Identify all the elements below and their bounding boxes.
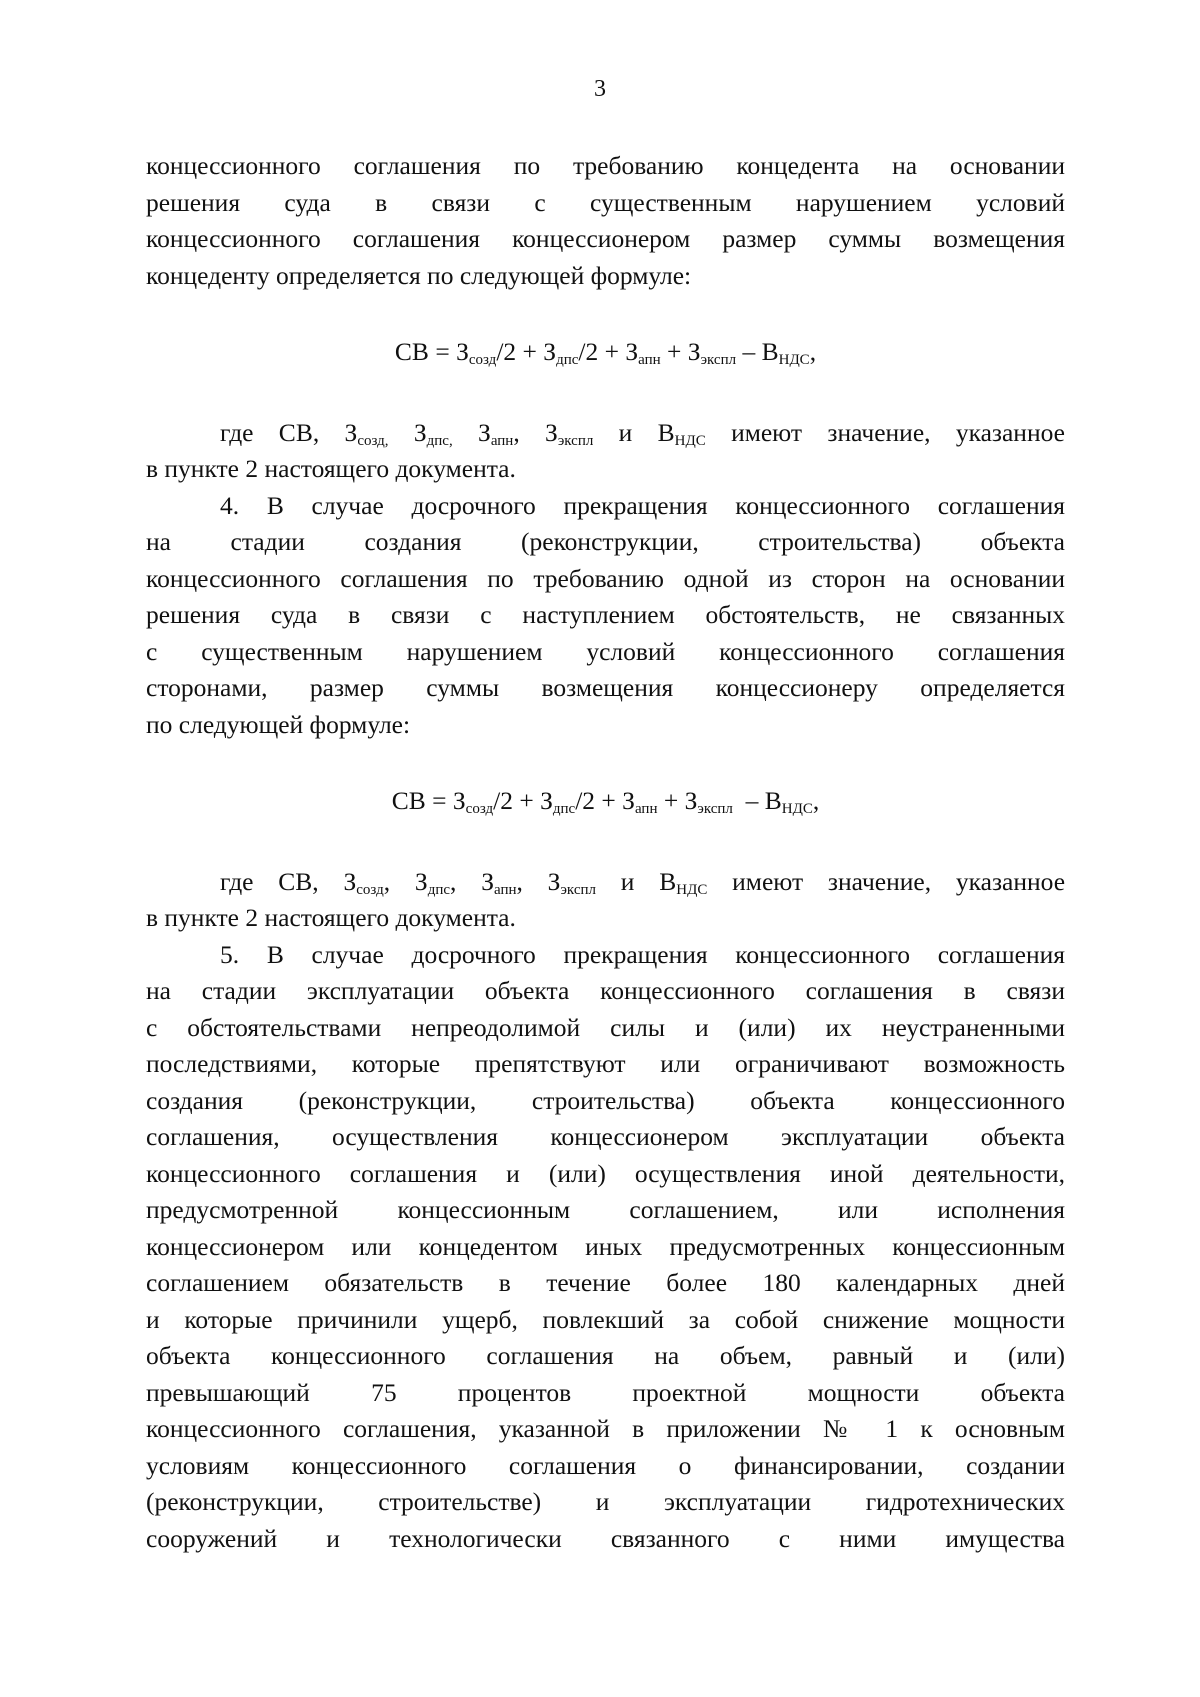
text-line: предусмотренной концессионным соглашением, или исполнения <box>146 1195 1065 1224</box>
text-line: соглашением обязательств в течение более 180 календарных дней <box>146 1268 1065 1297</box>
text-line: сооружений и технологически связанного с ними имущества <box>146 1523 1065 1553</box>
text-line: на стадии создания (реконструкции, строительства) объекта <box>146 527 1065 556</box>
text-line: в пункте 2 настоящего документа. <box>146 903 516 932</box>
text-line: решения суда в связи с наступлением обстоятельств, не связанных <box>146 600 1065 629</box>
text-line: концессионного соглашения концессионером размер суммы возмещения <box>146 224 1065 253</box>
text-line: где СВ, $З_{созд,}$ $З_{дпс,}$ $З_{апн}$, $З_{экспл}$ и $В_{НДС}$ имеют значение, указанное <box>220 417 1065 449</box>
text-line: соглашения, осуществления концессионером эксплуатации объекта <box>146 1122 1065 1151</box>
text-line: по следующей формуле: <box>146 709 411 739</box>
text-line: концессионного соглашения по требованию концедента на основании <box>146 151 1065 180</box>
text-line: последствиями, которые препятствуют или ограничивают возможность <box>146 1049 1065 1078</box>
text-line: сторонами, размер суммы возмещения концессионеру определяется <box>146 673 1065 702</box>
text-line: решения суда в связи с существенным нарушением условий <box>146 187 1065 217</box>
text-line: превышающий 75 процентов проектной мощности объекта <box>146 1377 1065 1407</box>
text-line: где СВ, $З_{созд}$, $З_{дпс}$, $З_{апн}$, $З_{экспл}$ и $В_{НДС}$ имеют значение, указанное <box>220 866 1066 898</box>
text-line: концессионером или концедентом иных предусмотренных концессионным <box>146 1231 1065 1261</box>
text-line: в пункте 2 настоящего документа. <box>146 454 516 483</box>
formula-1: СВ = $З_{созд}/2 + З_{дпс}/2 + З_{апн} + З_{экспл} - В_{НДС}$, <box>394 337 817 368</box>
formula-2-explanation <box>146 864 1065 937</box>
text-line: концессионного соглашения и (или) осуществления иной деятельности, <box>146 1158 1065 1188</box>
paragraph-5 <box>146 937 1065 1558</box>
paragraph-3-continuation <box>146 148 1065 294</box>
formula-1-explanation <box>146 415 1065 488</box>
text-line: и которые причинили ущерб, повлекший за собой снижение мощности <box>146 1304 1065 1334</box>
text-line: создания (реконструкции, строительства) объекта концессионного <box>146 1085 1065 1115</box>
paragraph-4 <box>146 488 1065 744</box>
text-line: на стадии эксплуатации объекта концессионного соглашения в связи <box>146 976 1065 1005</box>
text-line: 4. В случае досрочного прекращения концессионного соглашения <box>220 490 1065 520</box>
text-line: (реконструкции, строительстве) и эксплуатации гидротехнических <box>146 1487 1065 1516</box>
text-line: 5. В случае досрочного прекращения концессионного соглашения <box>220 939 1065 969</box>
text-line: концессионного соглашения, указанной в приложении № 1 к основным <box>146 1414 1065 1443</box>
formula-2: СВ = $З_{созд}/2 + З_{дпс}/2 + З_{апн} + З_{экспл} - В_{НДС}$, <box>391 786 820 817</box>
text-line: условиям концессионного соглашения о финансировании, создании <box>146 1450 1065 1480</box>
text-line: концеденту определяется по следующей формуле: <box>146 260 692 290</box>
text-line: объекта концессионного соглашения на объем, равный и (или) <box>146 1341 1065 1370</box>
text-line: концессионного соглашения по требованию одной из сторон на основании <box>146 563 1065 593</box>
text-line: с обстоятельствами непреодолимой силы и (или) их неустраненными <box>146 1012 1065 1042</box>
page-number: 3 <box>594 76 606 102</box>
text-line: с существенным нарушением условий концессионного соглашения <box>146 636 1065 666</box>
document-body <box>146 148 1065 1557</box>
